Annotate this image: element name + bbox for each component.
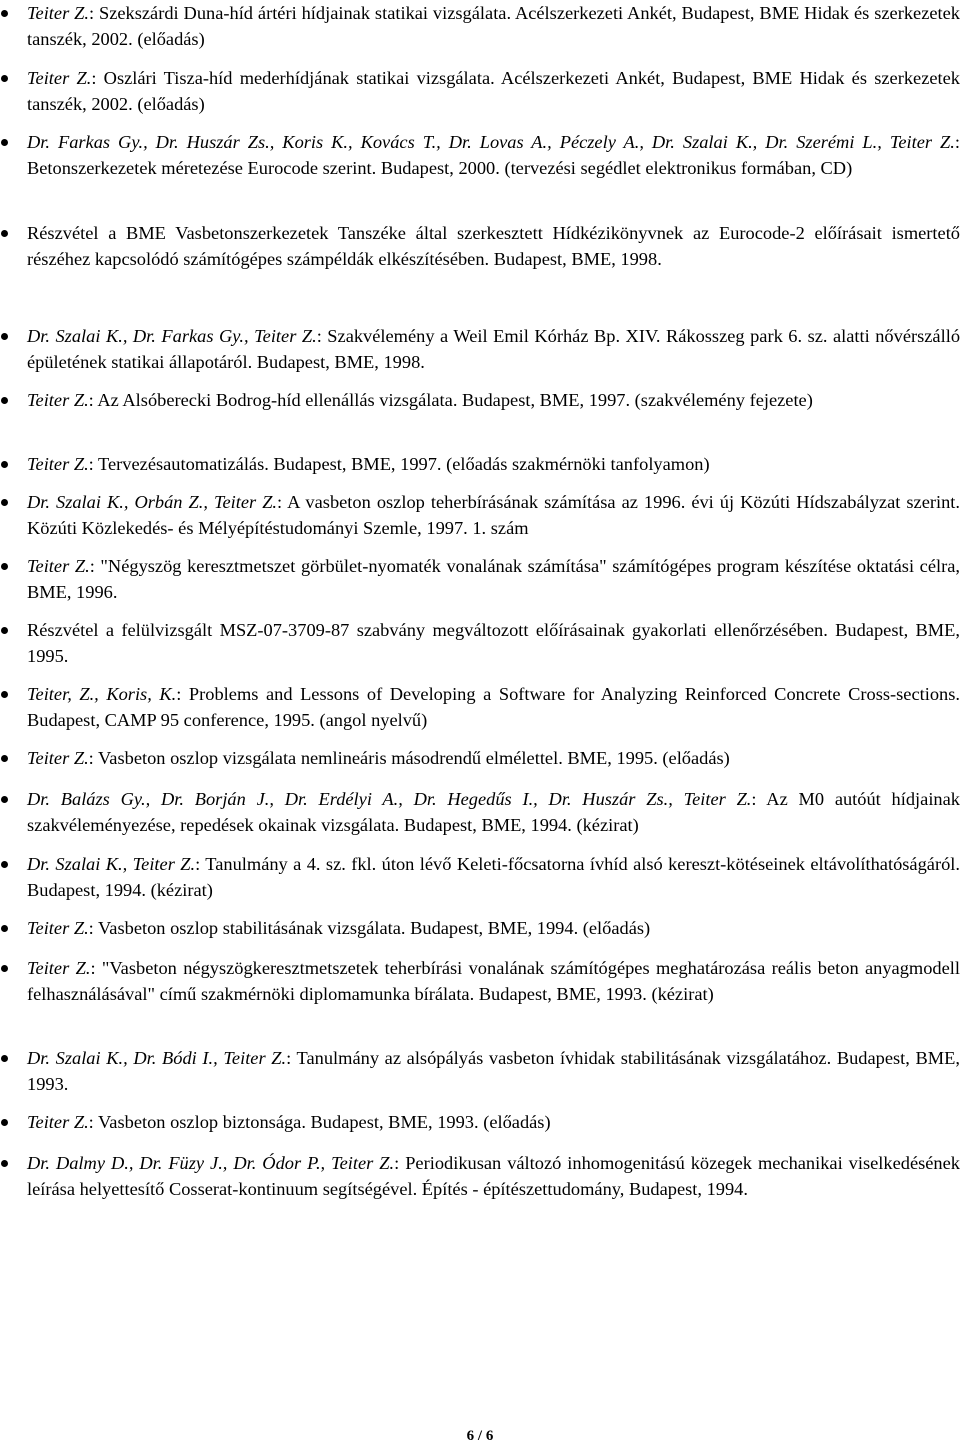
publication-separator: : [88, 390, 94, 410]
publication-authors: Teiter Z. [27, 556, 90, 576]
bullet-icon [1, 861, 8, 868]
publication-authors: Dr. Farkas Gy., Dr. Huszár Zs., Koris K., Kovács T., Dr. Lovas A., Péczely A., Dr. Szalai K., Dr. Szerémi L., Teiter Z. [27, 132, 955, 152]
publication-authors: Teiter Z. [27, 1112, 89, 1132]
publication-authors: Teiter Z. [27, 958, 91, 978]
page-number: 6 / 6 [466, 1428, 494, 1444]
publication-authors: Teiter, Z., Koris, K. [27, 684, 177, 704]
publication-text: A vasbeton oszlop teherbírásának számítása az 1996. évi új Közúti Hídszabályzat szerint. Közúti Közlekedés- és Mélyépítéstudományi Szemle, 1997. 1. szám [27, 492, 960, 538]
publication-separator: : [90, 958, 96, 978]
publication-separator: : [88, 918, 94, 938]
publication-text: Szakvélemény a Weil Emil Kórház Bp. XIV. Rákosszeg park 6. sz. alatti nővérszálló épületének statikai állapotáról. Budapest, BME, 1998. [27, 326, 960, 372]
publication-authors: Dr. Szalai K., Teiter Z. [27, 854, 196, 874]
publication-item [27, 129, 960, 181]
publication-text: Tanulmány az alsópályás vasbeton ívhidak stabilitásának vizsgálatához. Budapest, BME, 1993. [27, 1048, 960, 1094]
publication-text: Vasbeton oszlop vizsgálata nemlineáris másodrendű elmélettel. BME, 1995. (előadás) [93, 748, 730, 768]
publication-text: Oszlári Tisza-híd mederhídjának statikai vizsgálata. Acélszerkezeti Ankét, Budapest, BME Hidak és szerkezetek tanszék, 2002. (előadás) [27, 68, 960, 114]
publication-authors: Dr. Balázs Gy., Dr. Borján J., Dr. Erdélyi A., Dr. Hegedűs I., Dr. Huszár Zs., Teiter Z. [27, 789, 752, 809]
bullet-icon [1, 230, 8, 237]
publication-separator: : [91, 68, 97, 88]
publication-item [27, 681, 960, 733]
bullet-icon [1, 796, 8, 803]
bullet-icon [1, 499, 8, 506]
publication-separator: : [954, 132, 960, 152]
publication-text: "Négyszög keresztmetszet görbület-nyomaték vonalának számítása" számítógépes program készítése oktatási célra, BME, 1996. [27, 556, 960, 602]
publication-text: Tanulmány a 4. sz. fkl. úton lévő Keleti-főcsatorna ívhíd alsó kereszt-kötéseinek eltávolíthatóságáról. Budapest, 1994. (kézirat) [27, 854, 960, 900]
publication-authors: Dr. Szalai K., Dr. Bódi I., Teiter Z. [27, 1048, 287, 1068]
publication-item [27, 220, 960, 272]
bullet-icon [1, 139, 8, 146]
publication-text: Az M0 autóút hídjainak szakvéleményezése, repedések okainak vizsgálata. Budapest, BME, 1994. (kézirat) [27, 789, 960, 835]
publication-text: "Vasbeton négyszögkeresztmetszetek teherbírási vonalának számítógépes meghatározása reális beton anyagmodell felhasználásával" című szakmérnöki diplomamunka bírálata. Budapest, BME, 1993. (kézirat) [27, 958, 960, 1004]
bullet-icon [1, 333, 8, 340]
bullet-icon [1, 691, 8, 698]
publication-separator: : [277, 492, 283, 512]
publication-separator: : [195, 854, 201, 874]
publication-item [27, 1109, 960, 1135]
publication-item [27, 1045, 960, 1097]
publication-separator: : [88, 1112, 94, 1132]
publication-separator: : [316, 326, 322, 346]
bullet-icon [1, 1119, 8, 1126]
publication-separator: : [286, 1048, 292, 1068]
publication-item [27, 0, 960, 52]
publication-item [27, 851, 960, 903]
publication-text: Vasbeton oszlop stabilitásának vizsgálata. Budapest, BME, 1994. (előadás) [93, 918, 651, 938]
publication-text: Az Alsóberecki Bodrog-híd ellenállás vizsgálata. Budapest, BME, 1997. (szakvélemény fejezete) [93, 390, 813, 410]
bullet-icon [1, 75, 8, 82]
publication-authors: Teiter Z. [27, 390, 89, 410]
publication-item [27, 489, 960, 541]
publication-separator: : [88, 3, 95, 23]
publication-item [27, 786, 960, 838]
publication-item [27, 915, 960, 941]
publication-item [27, 617, 960, 669]
bullet-icon [1, 461, 8, 468]
bullet-icon [1, 1055, 8, 1062]
publication-separator: : [751, 789, 757, 809]
publication-authors: Teiter Z. [27, 454, 89, 474]
publication-separator: : [89, 556, 95, 576]
publication-authors: Dr. Dalmy D., Dr. Füzy J., Dr. Ódor P., Teiter Z. [27, 1153, 395, 1173]
publication-text: Problems and Lessons of Developing a Software for Analyzing Reinforced Concrete Cross-sections. Budapest, CAMP 95 conference, 1995. (angol nyelvű) [27, 684, 960, 730]
publication-text: Részvétel a BME Vasbetonszerkezetek Tanszéke által szerkesztett Hídkézikönyvnek az Eurocode-2 előírásait ismertető részéhez kapcsolódó számítógépes számpéldák elkészítésében. Budapest, BME, 1998. [27, 223, 960, 269]
publication-separator: : [88, 454, 94, 474]
publication-authors: Teiter Z. [27, 748, 89, 768]
publication-text: Szekszárdi Duna-híd ártéri hídjainak statikai vizsgálata. Acélszerkezeti Ankét, Budapest, BME Hidak és szerkezetek tanszék, 2002. (előadás) [27, 3, 960, 49]
publication-item [27, 955, 960, 1007]
publication-item [27, 65, 960, 117]
publication-separator: : [394, 1153, 400, 1173]
publication-authors: Dr. Szalai K., Dr. Farkas Gy., Teiter Z. [27, 326, 317, 346]
bullet-icon [1, 397, 8, 404]
publication-item [27, 1150, 960, 1202]
bullet-icon [1, 10, 8, 17]
publication-text: Részvétel a felülvizsgált MSZ-07-3709-87 szabvány megváltozott előírásainak gyakorlati ellenőrzésében. Budapest, BME, 1995. [27, 620, 960, 666]
publication-separator: : [88, 748, 94, 768]
publication-authors: Dr. Szalai K., Orbán Z., Teiter Z. [27, 492, 278, 512]
publication-text: Periodikusan változó inhomogenitású közegek mechanikai viselkedésének leírása helyettesítő Cosserat-kontinuum segítségével. Építés - építészettudomány, Budapest, 1994. [27, 1153, 960, 1199]
bullet-icon [1, 627, 8, 634]
publication-text: Vasbeton oszlop biztonsága. Budapest, BME, 1993. (előadás) [93, 1112, 551, 1132]
bullet-icon [1, 1160, 8, 1167]
publication-authors: Teiter Z. [27, 918, 89, 938]
bullet-icon [1, 563, 8, 570]
bullet-icon [1, 755, 8, 762]
publication-item [27, 451, 960, 477]
publication-item [27, 387, 960, 413]
publication-text: Tervezésautomatizálás. Budapest, BME, 1997. (előadás szakmérnöki tanfolyamon) [93, 454, 710, 474]
publication-item [27, 745, 960, 771]
publication-separator: : [176, 684, 182, 704]
publication-text: Betonszerkezetek méretezése Eurocode szerint. Budapest, 2000. (tervezési segédlet elektronikus formában, CD) [27, 158, 853, 178]
publication-authors: Teiter Z. [27, 3, 89, 23]
bullet-icon [1, 925, 8, 932]
publication-item [27, 553, 960, 605]
publication-authors: Teiter Z. [27, 68, 92, 88]
publication-item [27, 323, 960, 375]
bullet-icon [1, 965, 8, 972]
